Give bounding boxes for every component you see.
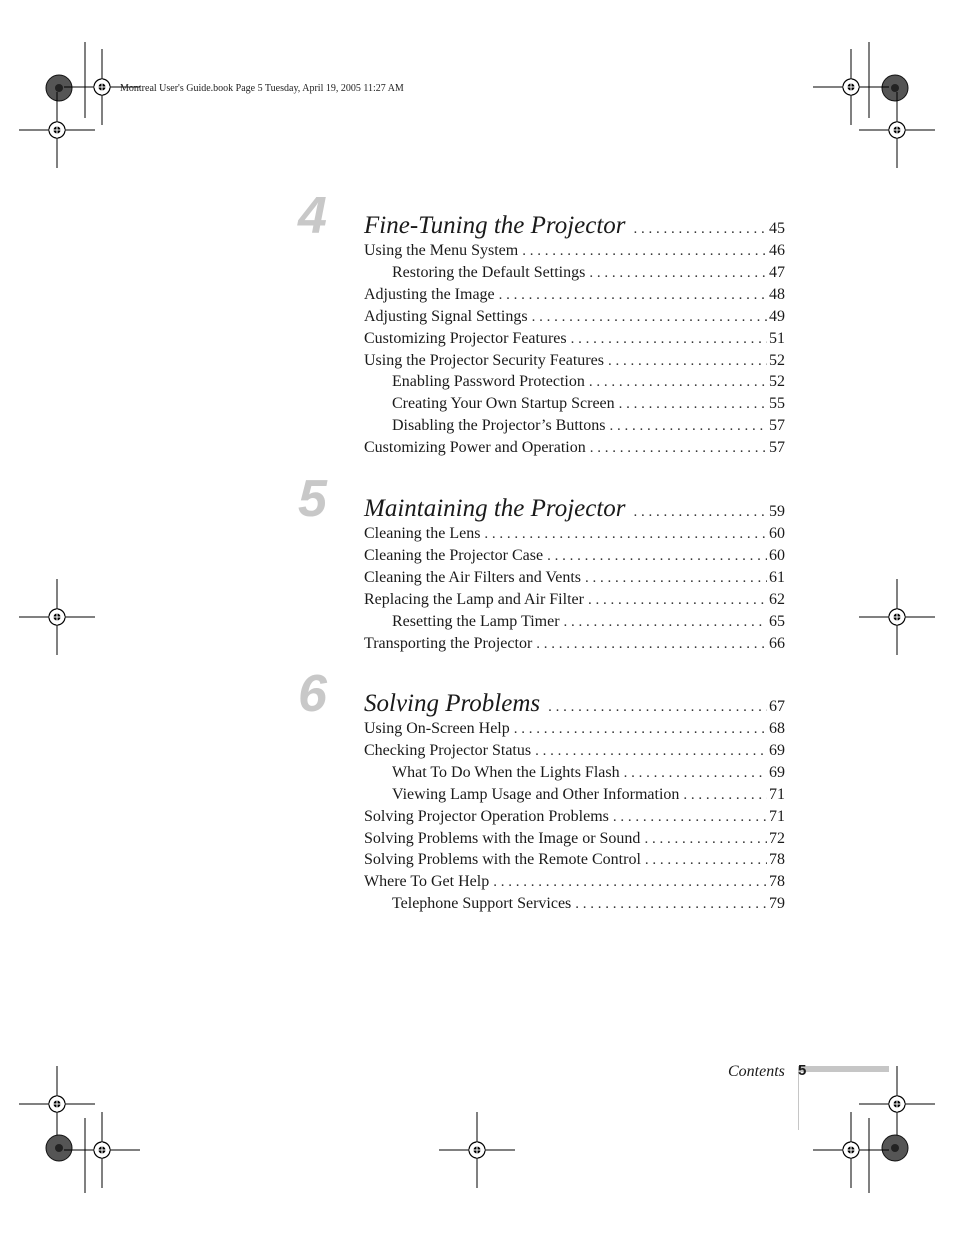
entry-page-number: 49 <box>769 307 785 325</box>
chapter-number: 4 <box>298 187 327 245</box>
footer-rule <box>798 1072 799 1130</box>
dot-leader <box>536 633 767 655</box>
dot-leader <box>590 437 767 459</box>
entry-page-number: 57 <box>769 439 785 457</box>
dot-leader <box>609 415 767 437</box>
toc-entry[interactable] <box>364 740 785 762</box>
chapter-title: Maintaining the Projector <box>364 495 626 522</box>
toc-subentry[interactable] <box>392 371 785 393</box>
entry-page-number: 52 <box>769 351 785 369</box>
toc-subentry[interactable] <box>392 762 785 784</box>
entry-page-number: 69 <box>769 763 785 781</box>
toc-entry[interactable] <box>364 828 785 850</box>
dot-leader <box>571 328 767 350</box>
dot-leader <box>589 371 767 393</box>
entry-page-number: 66 <box>769 634 785 652</box>
chapter-title-row[interactable] <box>364 690 785 720</box>
dot-leader <box>522 240 767 262</box>
toc-entry[interactable] <box>364 437 785 459</box>
dot-leader <box>624 762 767 784</box>
toc-subentry[interactable] <box>392 611 785 633</box>
dot-leader <box>588 589 767 611</box>
entry-label: Adjusting the Image <box>364 285 495 303</box>
dot-leader <box>683 784 767 806</box>
dot-leader <box>493 871 767 893</box>
toc-entry[interactable] <box>364 328 785 350</box>
dot-leader <box>547 545 767 567</box>
chapter-page-number: 45 <box>769 220 785 237</box>
dot-leader <box>589 262 767 284</box>
entry-page-number: 46 <box>769 242 785 259</box>
toc-entry[interactable] <box>364 849 785 871</box>
entry-page-number: 79 <box>769 895 785 913</box>
entry-label: Solving Projector Operation Problems <box>364 807 609 825</box>
chapter-title-row[interactable] <box>364 495 785 525</box>
dot-leader <box>644 828 767 850</box>
entry-label: Where To Get Help <box>364 873 490 891</box>
entry-label: Adjusting Signal Settings <box>364 307 528 325</box>
toc-subentry[interactable] <box>392 262 785 284</box>
toc-subentry[interactable] <box>392 415 785 437</box>
page-number: 5 <box>798 1062 807 1079</box>
entry-page-number: 60 <box>769 546 785 564</box>
toc-entry[interactable] <box>364 567 785 589</box>
chapter-number: 5 <box>298 470 327 528</box>
entry-label: Telephone Support Services <box>392 895 572 913</box>
entry-page-number: 48 <box>769 285 785 303</box>
toc-entry[interactable] <box>364 589 785 611</box>
dot-leader <box>535 740 767 762</box>
footer-bar <box>798 1066 889 1072</box>
toc-entry[interactable] <box>364 284 785 306</box>
entry-label: Creating Your Own Startup Screen <box>392 395 615 413</box>
chapter-page-number: 59 <box>769 503 785 520</box>
toc-entry[interactable] <box>364 306 785 328</box>
entry-label: Replacing the Lamp and Air Filter <box>364 590 584 608</box>
entry-page-number: 69 <box>769 741 785 759</box>
entry-label: Solving Problems with the Image or Sound <box>364 829 641 847</box>
entry-page-number: 60 <box>769 525 785 542</box>
dot-leader <box>613 806 767 828</box>
toc-entry[interactable] <box>364 633 785 655</box>
entry-page-number: 47 <box>769 263 785 281</box>
entry-page-number: 57 <box>769 417 785 435</box>
dot-leader <box>532 306 767 328</box>
toc-subentry[interactable] <box>392 893 785 915</box>
entry-label: Viewing Lamp Usage and Other Information <box>392 785 680 803</box>
entry-page-number: 71 <box>769 785 785 803</box>
print-slug: Montreal User's Guide.book Page 5 Tuesday, April 19, 2005 11:27 AM <box>120 83 404 94</box>
dot-leader <box>619 393 767 415</box>
chapter-page-number: 67 <box>769 698 785 715</box>
dot-leader <box>608 350 767 372</box>
dot-leader <box>514 718 767 740</box>
entry-label: Cleaning the Air Filters and Vents <box>364 568 582 586</box>
dot-leader <box>484 523 767 545</box>
toc-entry[interactable] <box>364 240 785 262</box>
toc-entry[interactable] <box>364 350 785 372</box>
toc-entry[interactable] <box>364 871 785 893</box>
dot-leader <box>634 504 767 521</box>
entry-label: Using the Projector Security Features <box>364 351 604 369</box>
entry-page-number: 71 <box>769 807 785 825</box>
entry-page-number: 65 <box>769 612 785 630</box>
dot-leader <box>634 221 767 238</box>
entry-page-number: 62 <box>769 590 785 608</box>
entry-label: Disabling the Projector’s Buttons <box>392 417 606 435</box>
entry-label: Restoring the Default Settings <box>392 263 586 281</box>
entry-page-number: 55 <box>769 395 785 413</box>
entry-page-number: 52 <box>769 373 785 391</box>
toc-entry[interactable] <box>364 545 785 567</box>
entry-page-number: 61 <box>769 568 785 586</box>
entry-label: Using the Menu System <box>364 242 519 259</box>
entry-label: What To Do When the Lights Flash <box>392 763 620 781</box>
chapter-title: Solving Problems <box>364 690 541 717</box>
dot-leader <box>564 611 767 633</box>
dot-leader <box>499 284 767 306</box>
entry-label: Using On-Screen Help <box>364 720 510 737</box>
dot-leader <box>548 699 767 716</box>
entry-page-number: 68 <box>769 720 785 737</box>
entry-label: Cleaning the Lens <box>364 525 481 542</box>
entry-label: Enabling Password Protection <box>392 373 585 391</box>
entry-label: Checking Projector Status <box>364 741 532 759</box>
chapter-number: 6 <box>298 665 327 723</box>
chapter-title: Fine-Tuning the Projector <box>364 212 626 239</box>
entry-label: Transporting the Projector <box>364 634 533 652</box>
toc-entry[interactable] <box>364 806 785 828</box>
entry-label: Solving Problems with the Remote Control <box>364 851 641 869</box>
footer-section-label: Contents <box>728 1063 785 1080</box>
entry-page-number: 51 <box>769 329 785 347</box>
entry-page-number: 72 <box>769 829 785 847</box>
entry-page-number: 78 <box>769 873 785 891</box>
entry-page-number: 78 <box>769 851 785 869</box>
toc-entry[interactable] <box>364 718 785 740</box>
entry-label: Customizing Power and Operation <box>364 439 586 457</box>
dot-leader <box>645 849 767 871</box>
toc-entry[interactable] <box>364 523 785 545</box>
toc-subentry[interactable] <box>392 784 785 806</box>
entry-label: Resetting the Lamp Timer <box>392 612 560 630</box>
dot-leader <box>575 893 767 915</box>
entry-label: Cleaning the Projector Case <box>364 546 544 564</box>
chapter-title-row[interactable] <box>364 212 785 242</box>
entry-label: Customizing Projector Features <box>364 329 567 347</box>
toc-subentry[interactable] <box>392 393 785 415</box>
dot-leader <box>585 567 767 589</box>
